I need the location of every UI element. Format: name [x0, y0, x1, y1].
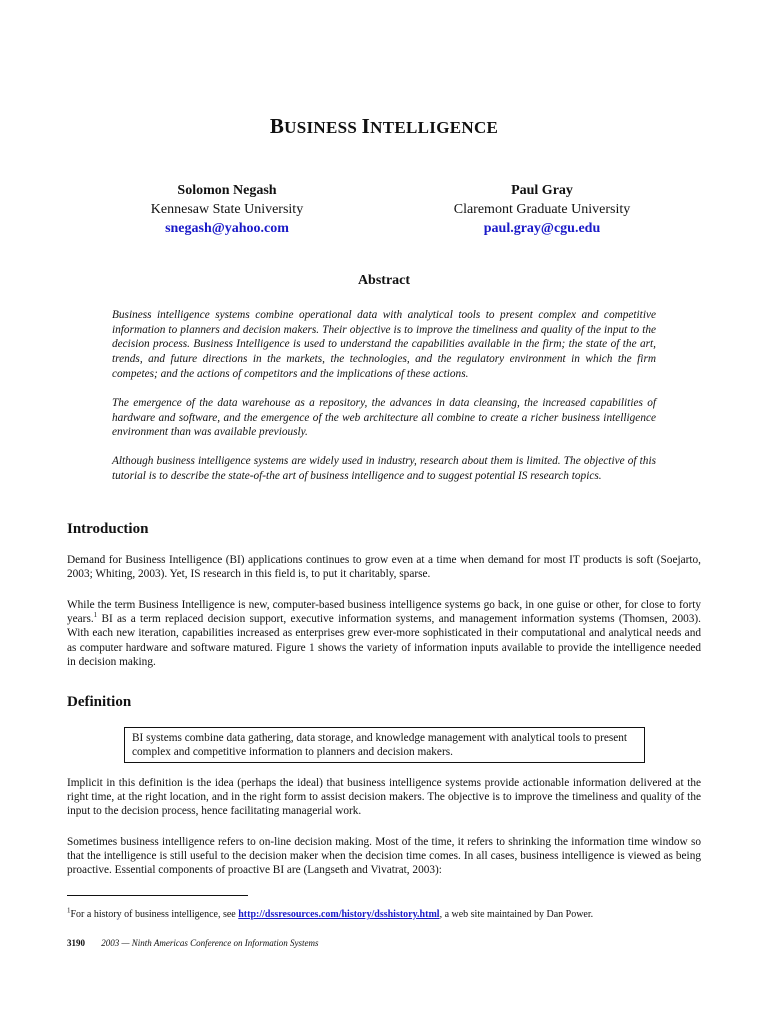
- author-affiliation: Kennesaw State University: [150, 202, 304, 217]
- footnote-link[interactable]: http://dssresources.com/history/dsshistory.html: [238, 909, 440, 920]
- title-rest-2: NTELLIGENCE: [370, 118, 499, 137]
- footnote-text: , a web site maintained by Dan Power.: [439, 909, 594, 920]
- footnote-marker: 1: [67, 906, 71, 915]
- body-paragraph: Demand for Business Intelligence (BI) applications continues to grow even at a time when demand for most IT products is soft (Soejarto, 2003; Whiting, 2003). Yet, IS research in this field is, to put it charitably, sparse.: [67, 554, 701, 581]
- abstract-paragraph: Business intelligence systems combine operational data with analytical tools to present complex and competitive information to planners and decision makers. Their objective is to improve the timeliness and quality of the input to the decision process. Business Intelligence is used to understand the capabilities available in the firm; the state of the art, trends, and future directions in the markets, the technologies, and the regulatory environment in which the firm competes; and the actions of competitors and the implications of these actions.: [112, 309, 656, 380]
- author-name: Solomon Negash: [177, 183, 277, 198]
- page-footer: [67, 938, 318, 948]
- body-paragraph: Implicit in this definition is the idea (perhaps the ideal) that business intelligence systems provide actionable information delivered at the right time, at the right location, and in the right form to assist decision makers. The objective is to improve the timeliness and quality of the input to the decision process, hence facilitating managerial work.: [67, 777, 701, 818]
- footnote: [67, 906, 707, 921]
- section-heading-introduction: Introduction: [67, 521, 149, 537]
- paragraph-text: BI as a term replaced decision support, executive information systems, and management information systems (Thomsen, 2003). With each new iteration, capabilities increased as enterprises grew ever-more sophisticated in their computational and analytical needs and as computer hardware and software matured. Figure 1 shows the variety of information inputs available to provide the intelligence needed in decision making.: [67, 613, 701, 668]
- footnote-reference[interactable]: 1: [93, 611, 98, 620]
- page-number: 3190: [67, 938, 85, 948]
- body-paragraph: Sometimes business intelligence refers to on-line decision making. Most of the time, it refers to shrinking the information time window so that the intelligence is still useful to the decision maker when the decision time comes. In all cases, business intelligence is viewed as being proactive. Essential components of proactive BI are (Langseth and Vivatrat, 2003):: [67, 836, 701, 877]
- author-block-2: [392, 181, 692, 238]
- paragraph-text: While the term Business Intelligence is new, computer-based business intelligence systems go back, in one guise or other, for close to forty years.: [67, 599, 701, 626]
- footnote-text: For a history of business intelligence, see: [70, 909, 239, 920]
- title-rest-1: USINESS: [284, 118, 358, 137]
- author-name: Paul Gray: [511, 183, 573, 198]
- conference-name: 2003 — Ninth Americas Conference on Information Systems: [101, 938, 319, 948]
- footnote-divider: [67, 895, 248, 896]
- section-heading-definition: Definition: [67, 694, 132, 710]
- definition-box: BI systems combine data gathering, data storage, and knowledge management with analytical tools to present complex and competitive information to planners and decision makers.: [124, 727, 645, 763]
- abstract-paragraph: Although business intelligence systems are widely used in industry, research about them is limited. The objective of this tutorial is to describe the state-of-the art of business intelligence and to suggest potential IS research topics.: [112, 455, 656, 482]
- body-paragraph: [67, 598, 701, 669]
- paper-title: [0, 114, 768, 139]
- author-email-link[interactable]: snegash@yahoo.com: [165, 221, 289, 236]
- author-email-link[interactable]: paul.gray@cgu.edu: [483, 221, 601, 236]
- author-affiliation: Claremont Graduate University: [453, 202, 631, 217]
- abstract-heading: Abstract: [357, 273, 411, 288]
- abstract-paragraph: The emergence of the data warehouse as a repository, the advances in data cleansing, the increased capabilities of hardware and software, and the emergence of the web architecture all combine to create a richer business intelligence environment than was available previously.: [112, 397, 656, 439]
- title-cap-1: B: [269, 114, 285, 138]
- author-block-1: [77, 181, 377, 238]
- title-cap-2: I: [361, 114, 371, 138]
